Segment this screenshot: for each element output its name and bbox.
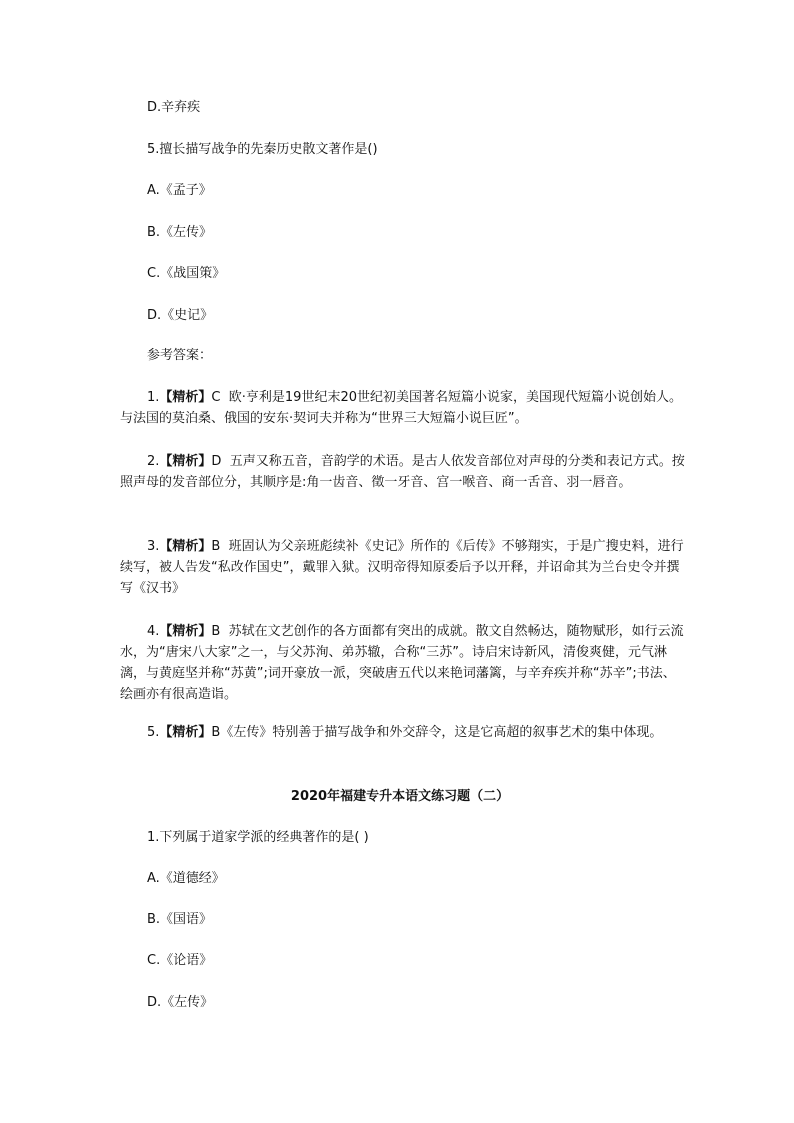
section2-question-1-option-d: D.《左传》: [147, 995, 214, 1010]
section2-question-1-option-c: C.《论语》: [147, 953, 213, 968]
answer-item-4: [120, 621, 688, 705]
answer-tag: 【精析】: [159, 454, 212, 469]
section2-question-1-stem: 1.下列属于道家学派的经典著作的是( ): [147, 830, 369, 845]
answer-body: B 苏轼在文艺创作的各方面都有突出的成就。散文自然畅达，随物赋形，如行云流水，为“唐宋八大家”之一，与父苏洵、弟苏辙，合称“三苏”。诗启宋诗新风，清俊爽健，元气淋漓，与黄庭坚并称“苏黄”;词开豪放一派，突破唐五代以来艳词藩篱，与辛弃疾并称“苏辛”;书法、绘画亦有很高造诣。: [120, 624, 684, 702]
prev-option-d: D.辛弃疾: [147, 100, 201, 115]
answer-body: D 五声又称五音，音韵学的术语。是古人依发音部位对声母的分类和表记方式。按照声母的发音部位分，其顺序是:角一齿音、徵一牙音、宫一喉音、商一舌音、羽一唇音。: [120, 454, 685, 490]
question-5-option-b: B.《左传》: [147, 225, 213, 240]
question-5-option-a: A.《孟子》: [147, 183, 212, 198]
answer-number: 4.: [147, 624, 160, 639]
answer-body: B 班固认为父亲班彪续补《史记》所作的《后传》不够翔实，于是广搜史料，进行续写，被人告发“私改作国史”，戴罪入狱。汉明帝得知原委后予以开释，并诏命其为兰台史令并撰写《汉书》: [120, 539, 684, 596]
answer-item-3: [120, 536, 688, 599]
question-5-stem: 5.擅长描写战争的先秦历史散文著作是(): [147, 142, 378, 157]
question-5-option-c: C.《战国策》: [147, 266, 226, 281]
question-5-option-d: D.《史记》: [147, 308, 214, 323]
answer-item-1: [120, 387, 688, 429]
answer-number: 2.: [147, 454, 160, 469]
answer-item-2: [120, 451, 688, 493]
answer-item-5: [120, 722, 688, 743]
answer-body: B《左传》特别善于描写战争和外交辞令，这是它高超的叙事艺术的集中体现。: [211, 725, 663, 740]
section2-question-1-option-a: A.《道德经》: [147, 871, 225, 886]
answer-number: 3.: [147, 539, 160, 554]
answer-tag: 【精析】: [159, 725, 212, 740]
answer-number: 1.: [147, 390, 160, 405]
answers-heading: 参考答案：: [147, 348, 213, 363]
answer-tag: 【精析】: [159, 539, 212, 554]
answer-number: 5.: [147, 725, 160, 740]
answer-body: C 欧·亨利是19世纪末20世纪初美国著名短篇小说家，美国现代短篇小说创始人。与法国的莫泊桑、俄国的安东·契诃夫并称为“世界三大短篇小说巨匠”。: [120, 390, 682, 426]
section-title: 2020年福建专升本语文练习题（二）: [290, 789, 510, 804]
section2-question-1-option-b: B.《国语》: [147, 912, 213, 927]
answer-tag: 【精析】: [159, 624, 212, 639]
answer-tag: 【精析】: [159, 390, 212, 405]
